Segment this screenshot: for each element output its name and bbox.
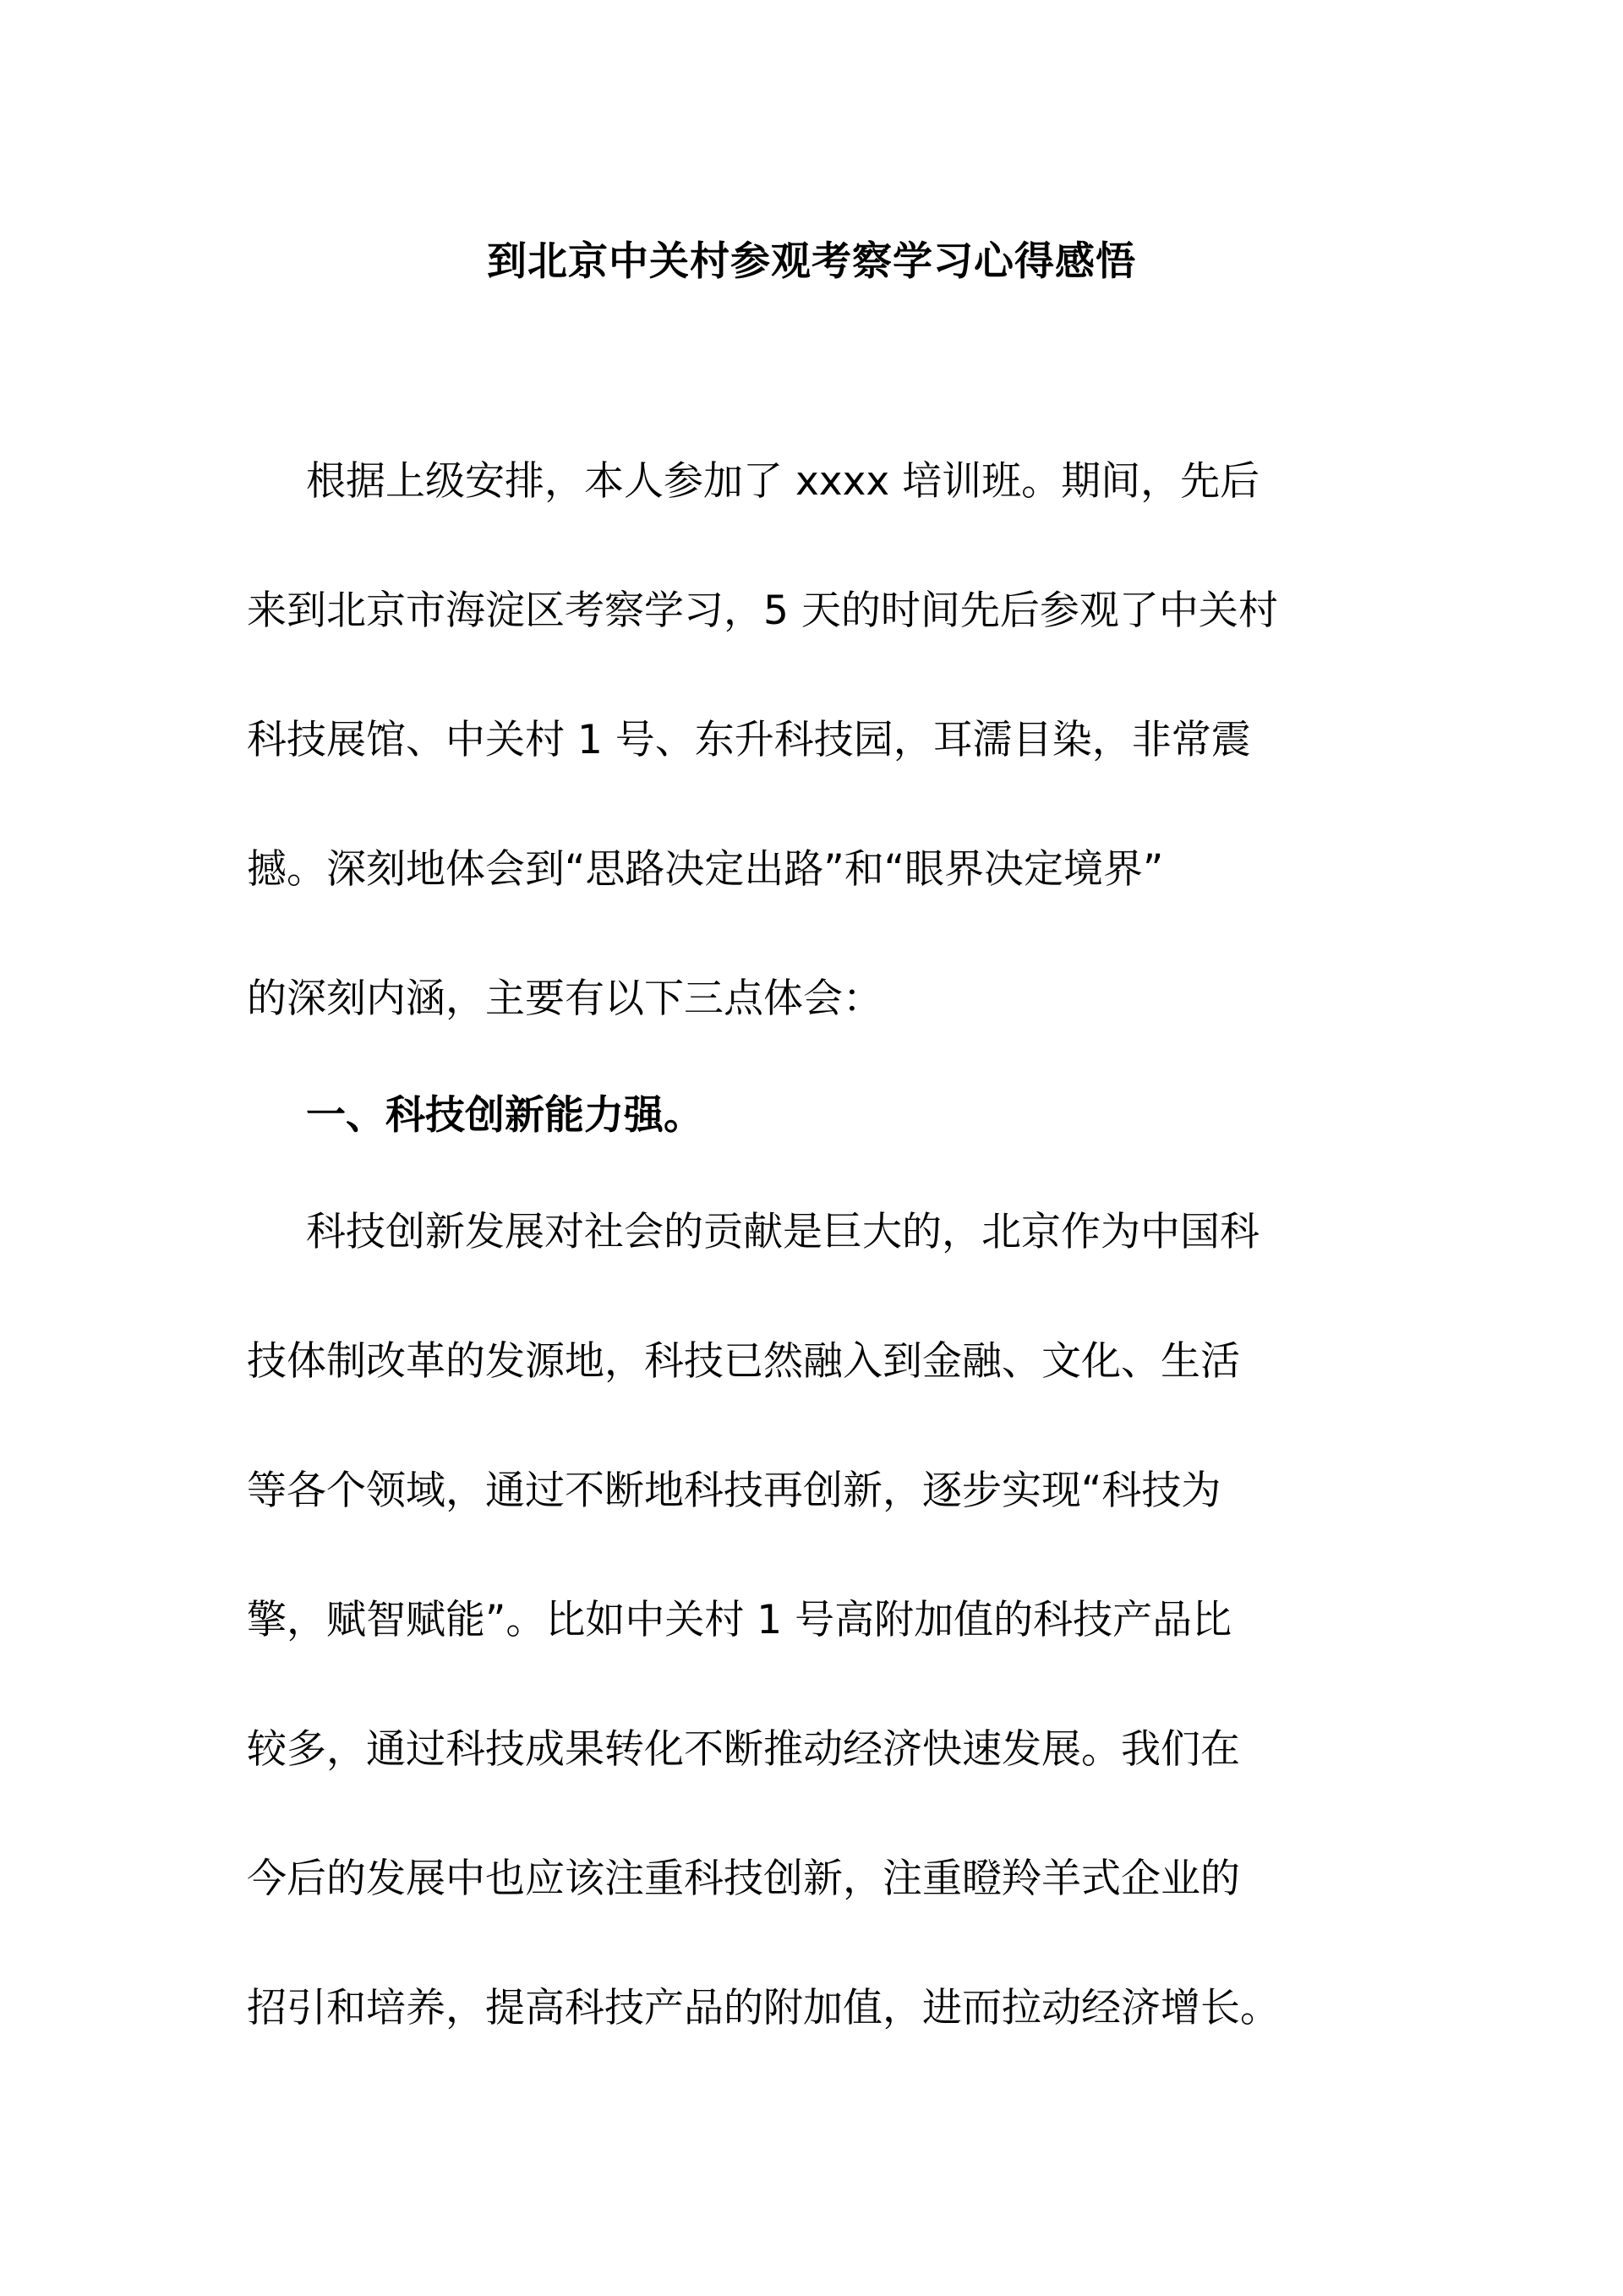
- paragraph-line: 科技展馆、中关村 1 号、东升科技园，耳濡目染，非常震: [247, 717, 1251, 763]
- paragraph-line: 撼。深刻地体会到“思路决定出路”和“眼界决定境界”: [247, 846, 1164, 893]
- paragraph-line: 根据上级安排，本人参加了 xxxx 培训班。期间，先后: [306, 458, 1260, 505]
- section-heading: 一、科技创新能力强。: [306, 1092, 703, 1139]
- paragraph-line: 技体制改革的发源地，科技已然融入到金融、文化、生活: [247, 1338, 1240, 1385]
- paragraph-line: 科技创新发展对社会的贡献是巨大的，北京作为中国科: [306, 1209, 1260, 1255]
- paragraph-line: 今后的发展中也应该注重科技创新，注重瞪羚羊式企业的: [247, 1856, 1240, 1902]
- paragraph-line: 较多，通过科技成果转化不断推动经济快速发展。我们在: [247, 1726, 1240, 1773]
- page-title: 到北京中关村参观考察学习心得感悟: [487, 238, 1136, 285]
- paragraph-line: 擎，赋智赋能”。比如中关村 1 号高附加值的科技产品比: [247, 1597, 1232, 1643]
- paragraph-line: 的深刻内涵，主要有以下三点体会：: [247, 976, 883, 1022]
- paragraph-line: 招引和培养，提高科技产品的附加值，进而拉动经济增长。: [247, 1985, 1280, 2031]
- paragraph-line: 来到北京市海淀区考察学习，5 天的时间先后参观了中关村: [247, 588, 1278, 634]
- paragraph-line: 等各个领域，通过不断地科技再创新，逐步实现“科技为: [247, 1468, 1221, 1514]
